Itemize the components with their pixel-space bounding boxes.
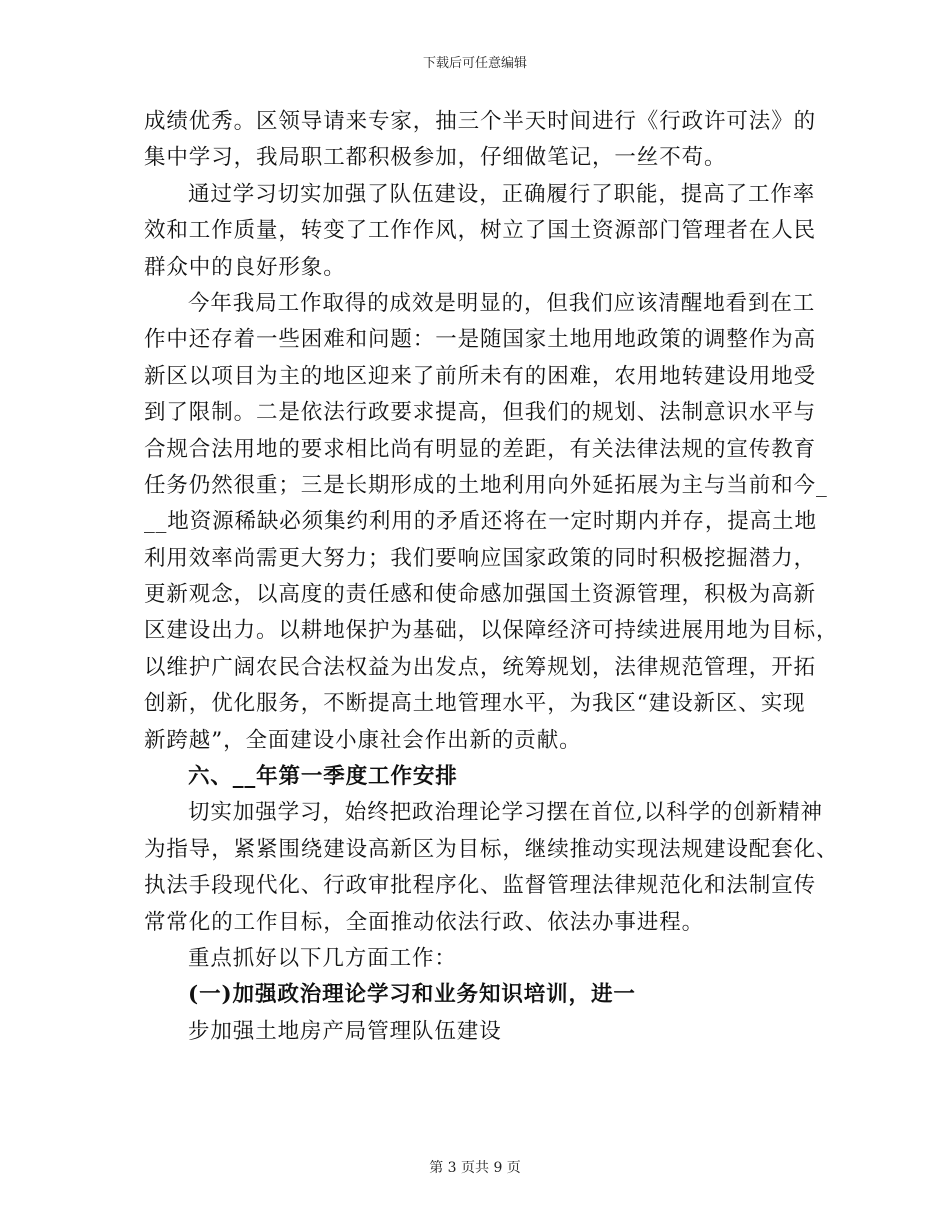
paragraph-line: 为指导，紧紧围绕建设高新区为目标，继续推动实现法规建设配套化、	[144, 836, 839, 862]
paragraph-line: 新跨越”，全面建设小康社会作出新的贡献。	[144, 727, 582, 753]
paragraph-line: 今年我局工作取得的成效是明显的，但我们应该清醒地看到在工	[188, 290, 816, 316]
paragraph-line: __地资源稀缺必须集约利用的矛盾还将在一定时期内并存，提高土地	[144, 509, 817, 535]
section-heading-line: (一)加强政治理论学习和业务知识培训，进一	[188, 982, 636, 1008]
paragraph-line: 合规合法用地的要求相比尚有明显的差距，有关法律法规的宣传教育	[144, 436, 817, 462]
paragraph-line: 作中还存着一些困难和问题：一是随国家土地用地政策的调整作为高	[144, 327, 817, 353]
paragraph-line: 任务仍然很重；三是长期形成的土地利用向外延拓展为主与当前和今_	[144, 472, 828, 498]
paragraph-line: 常常化的工作目标，全面推动依法行政、依法办事进程。	[144, 909, 705, 935]
paragraph-line: 效和工作质量，转变了工作作风，树立了国土资源部门管理者在人民	[144, 218, 817, 244]
paragraph-line: 更新观念，以高度的责任感和使命感加强国土资源管理，积极为高新	[144, 582, 817, 608]
paragraph-line: 利用效率尚需更大努力；我们要响应国家政策的同时积极挖掘潜力，	[144, 545, 817, 571]
paragraph-line: 重点抓好以下几方面工作：	[188, 945, 457, 971]
paragraph-line: 步加强土地房产局管理队伍建设	[188, 1018, 502, 1044]
paragraph-line: 到了限制。二是依法行政要求提高，但我们的规划、法制意识水平与	[144, 400, 817, 426]
page-header: 下载后可任意编辑	[422, 56, 527, 71]
paragraph-line: 新区以项目为主的地区迎来了前所未有的困难，农用地转建设用地受	[144, 363, 817, 389]
paragraph-line: 创新，优化服务，不断提高土地管理水平，为我区“建设新区、实现	[144, 691, 806, 717]
paragraph-line: 执法手段现代化、行政审批程序化、监督管理法律规范化和法制宣传	[144, 873, 817, 899]
paragraph-line: 以维护广阔农民合法权益为出发点，统筹规划，法律规范管理，开拓	[144, 654, 817, 680]
paragraph-line: 集中学习，我局职工都积极参加，仔细做笔记，一丝不苟。	[144, 145, 727, 171]
paragraph-line: 切实加强学习，始终把政治理论学习摆在首位,以科学的创新精神	[188, 800, 823, 826]
section-heading-line: 六、__年第一季度工作安排	[188, 764, 458, 790]
paragraph-line: 群众中的良好形象。	[144, 254, 346, 280]
page-footer: 第 3 页共 9 页	[429, 1160, 521, 1176]
paragraph-line: 成绩优秀。区领导请来专家，抽三个半天时间进行《行政许可法》的	[144, 109, 817, 134]
paragraph-line: 区建设出力。以耕地保护为基础，以保障经济可持续进展用地为目标，	[144, 618, 839, 644]
document-body	[144, 104, 839, 1050]
paragraph-line: 通过学习切实加强了队伍建设，正确履行了职能，提高了工作率	[188, 181, 816, 207]
